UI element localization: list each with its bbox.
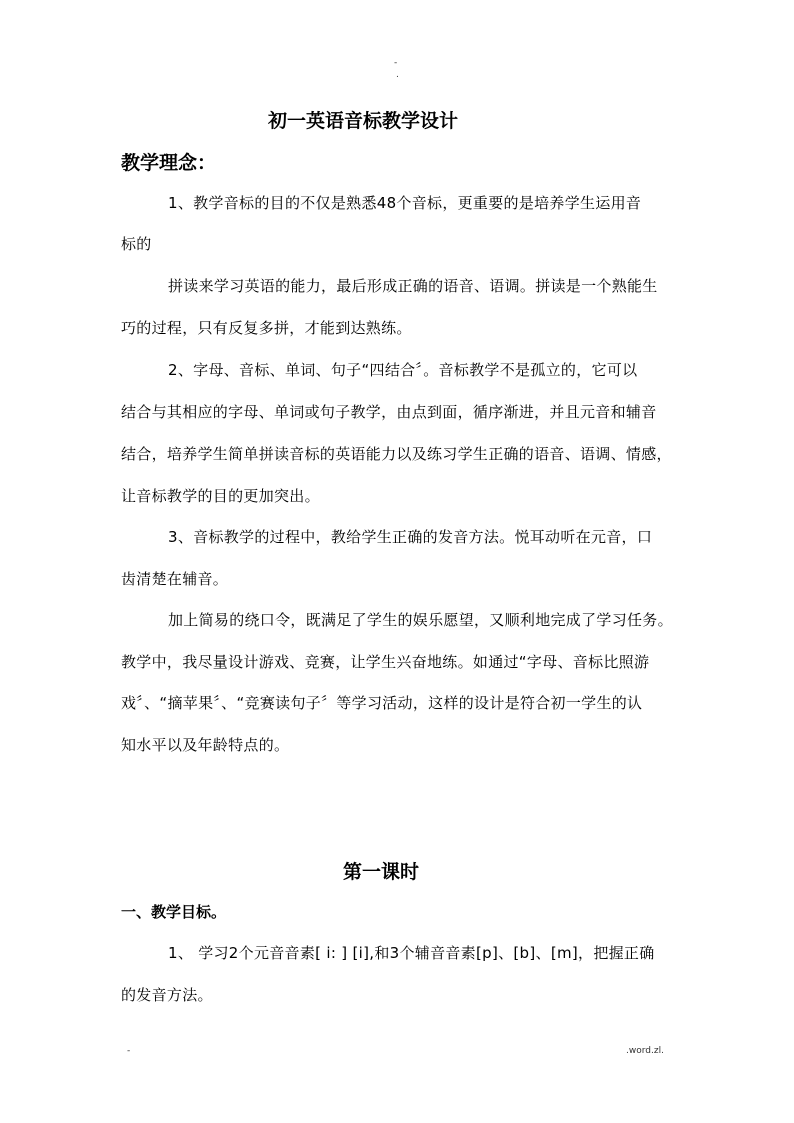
paragraph-line: 戏〞、“摘苹果〞、“竞赛读句子〞等学习活动，这样的设计是符合初一学生的认 — [121, 694, 643, 712]
paragraph-line: 3、音标教学的过程中，教给学生正确的发音方法。悦耳动听在元音，口 — [168, 528, 653, 546]
document-title: 初一英语音标教学设计 — [268, 110, 459, 132]
paragraph-line: 齿清楚在辅音。 — [121, 570, 229, 588]
paragraph-line: 拼读来学习英语的能力，最后形成正确的语音、语调。拼读是一个熟能生 — [168, 277, 658, 295]
header-mark: - — [394, 58, 398, 68]
objective-line: 1、 学习2个元音音素[ i: ] [i],和3个辅音音素[p]、[b]、[m]，把握正确 — [168, 944, 655, 962]
objectives-heading: 一、教学目标。 — [121, 903, 227, 921]
section-heading: 教学理念： — [121, 152, 217, 174]
footer-left: - — [127, 1046, 131, 1056]
paragraph-line: 2、字母、音标、单词、句子“四结合〞。音标教学不是孤立的，它可以 — [168, 361, 638, 379]
paragraph-line: 结合与其相应的字母、单词或句子教学，由点到面，循序渐进，并且元音和辅音 — [121, 403, 657, 421]
objective-line: 的发音方法。 — [121, 986, 213, 1004]
paragraph-line: 巧的过程，只有反复多拼，才能到达熟练。 — [121, 319, 412, 337]
paragraph-line: 知水平以及年龄特点的。 — [121, 736, 290, 754]
lesson-title: 第一课时 — [343, 861, 420, 883]
paragraph-line: 让音标教学的目的更加突出。 — [121, 487, 320, 505]
paragraph-line: 加上简易的绕口令，既满足了学生的娱乐愿望，又顺利地完成了学习任务。 — [168, 611, 673, 629]
paragraph-line: 结合，培养学生简单拼读音标的英语能力以及练习学生正确的语音、语调、情感， — [121, 445, 672, 463]
header-dot: . — [396, 70, 399, 80]
paragraph-line: 标的 — [121, 235, 152, 253]
paragraph-line: 1、教学音标的目的不仅是熟悉48个音标，更重要的是培养学生运用音 — [168, 194, 642, 212]
footer-right: .word.zl. — [626, 1046, 664, 1056]
paragraph-line: 教学中，我尽量设计游戏、竞赛，让学生兴奋地练。如通过“字母、音标比照游 — [121, 653, 650, 671]
